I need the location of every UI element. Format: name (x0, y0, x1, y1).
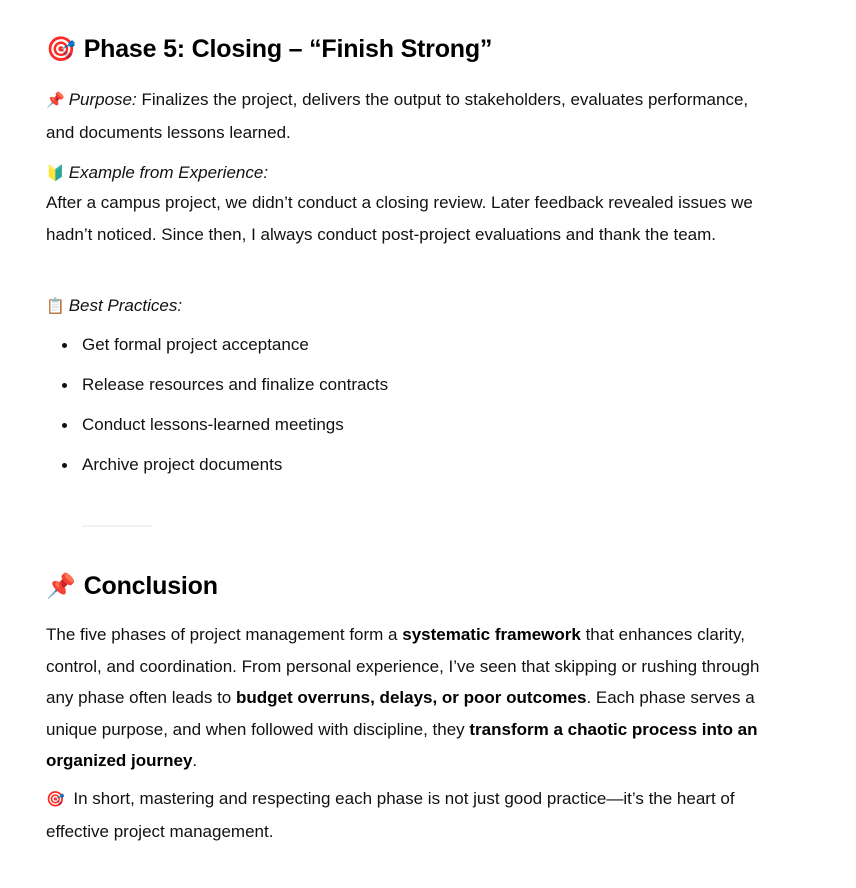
pushpin-icon: 📌 (46, 92, 65, 109)
target-icon: 🎯 (46, 791, 65, 808)
best-practices-list (46, 329, 388, 489)
phase5-title: Phase 5: Closing – “Finish Strong” (83, 35, 493, 63)
conclusion-title: Conclusion (83, 572, 218, 600)
phase5-heading (46, 35, 492, 64)
closing-paragraph (46, 783, 766, 847)
conclusion-text-1: The five phases of project management form a (46, 625, 403, 644)
conclusion-bold-1: systematic framework (402, 625, 581, 644)
list-item: Release resources and finalize contracts (46, 369, 388, 409)
beginner-icon: 🔰 (46, 165, 65, 182)
example-paragraph: After a campus project, we didn’t conduct a closing review. Later feedback revealed issues we hadn’t noticed. Since then, I always conduct post-project evaluations and thank the team. (46, 193, 753, 244)
best-practices-label-line (46, 290, 766, 323)
example-label: Example from Experience: (68, 163, 269, 182)
pushpin-icon: 📌 (46, 573, 76, 600)
divider (82, 525, 152, 527)
conclusion-paragraph (46, 619, 766, 777)
purpose-text: Finalizes the project, delivers the output to stakeholders, evaluates performance, and documents lessons learned. (46, 90, 749, 142)
conclusion-heading (46, 572, 218, 601)
example-label-line (46, 157, 766, 190)
closing-text: In short, mastering and respecting each phase is not just good practice—it’s the heart of effective project management. (46, 789, 735, 841)
list-item: Archive project documents (46, 449, 388, 489)
conclusion-text-4: . (192, 751, 198, 770)
list-item: Get formal project acceptance (46, 329, 388, 369)
conclusion-text-3: . Each phase serves a unique purpose, and when followed with discipline, they (46, 688, 755, 739)
conclusion-text-2: that enhances clarity, control, and coordination. From personal experience, I’ve seen that skipping or rushing through any phase often leads to (46, 625, 760, 707)
purpose-label: Purpose: (68, 90, 137, 109)
conclusion-bold-2: budget overruns, delays, or poor outcomes (235, 688, 587, 707)
list-item: Conduct lessons-learned meetings (46, 409, 388, 449)
best-practices-label: Best Practices: (68, 296, 183, 315)
clipboard-icon: 📋 (46, 298, 65, 315)
conclusion-bold-3: transform a chaotic process into an organized journey (46, 719, 758, 770)
purpose-paragraph (46, 84, 766, 148)
target-icon: 🎯 (46, 36, 76, 63)
